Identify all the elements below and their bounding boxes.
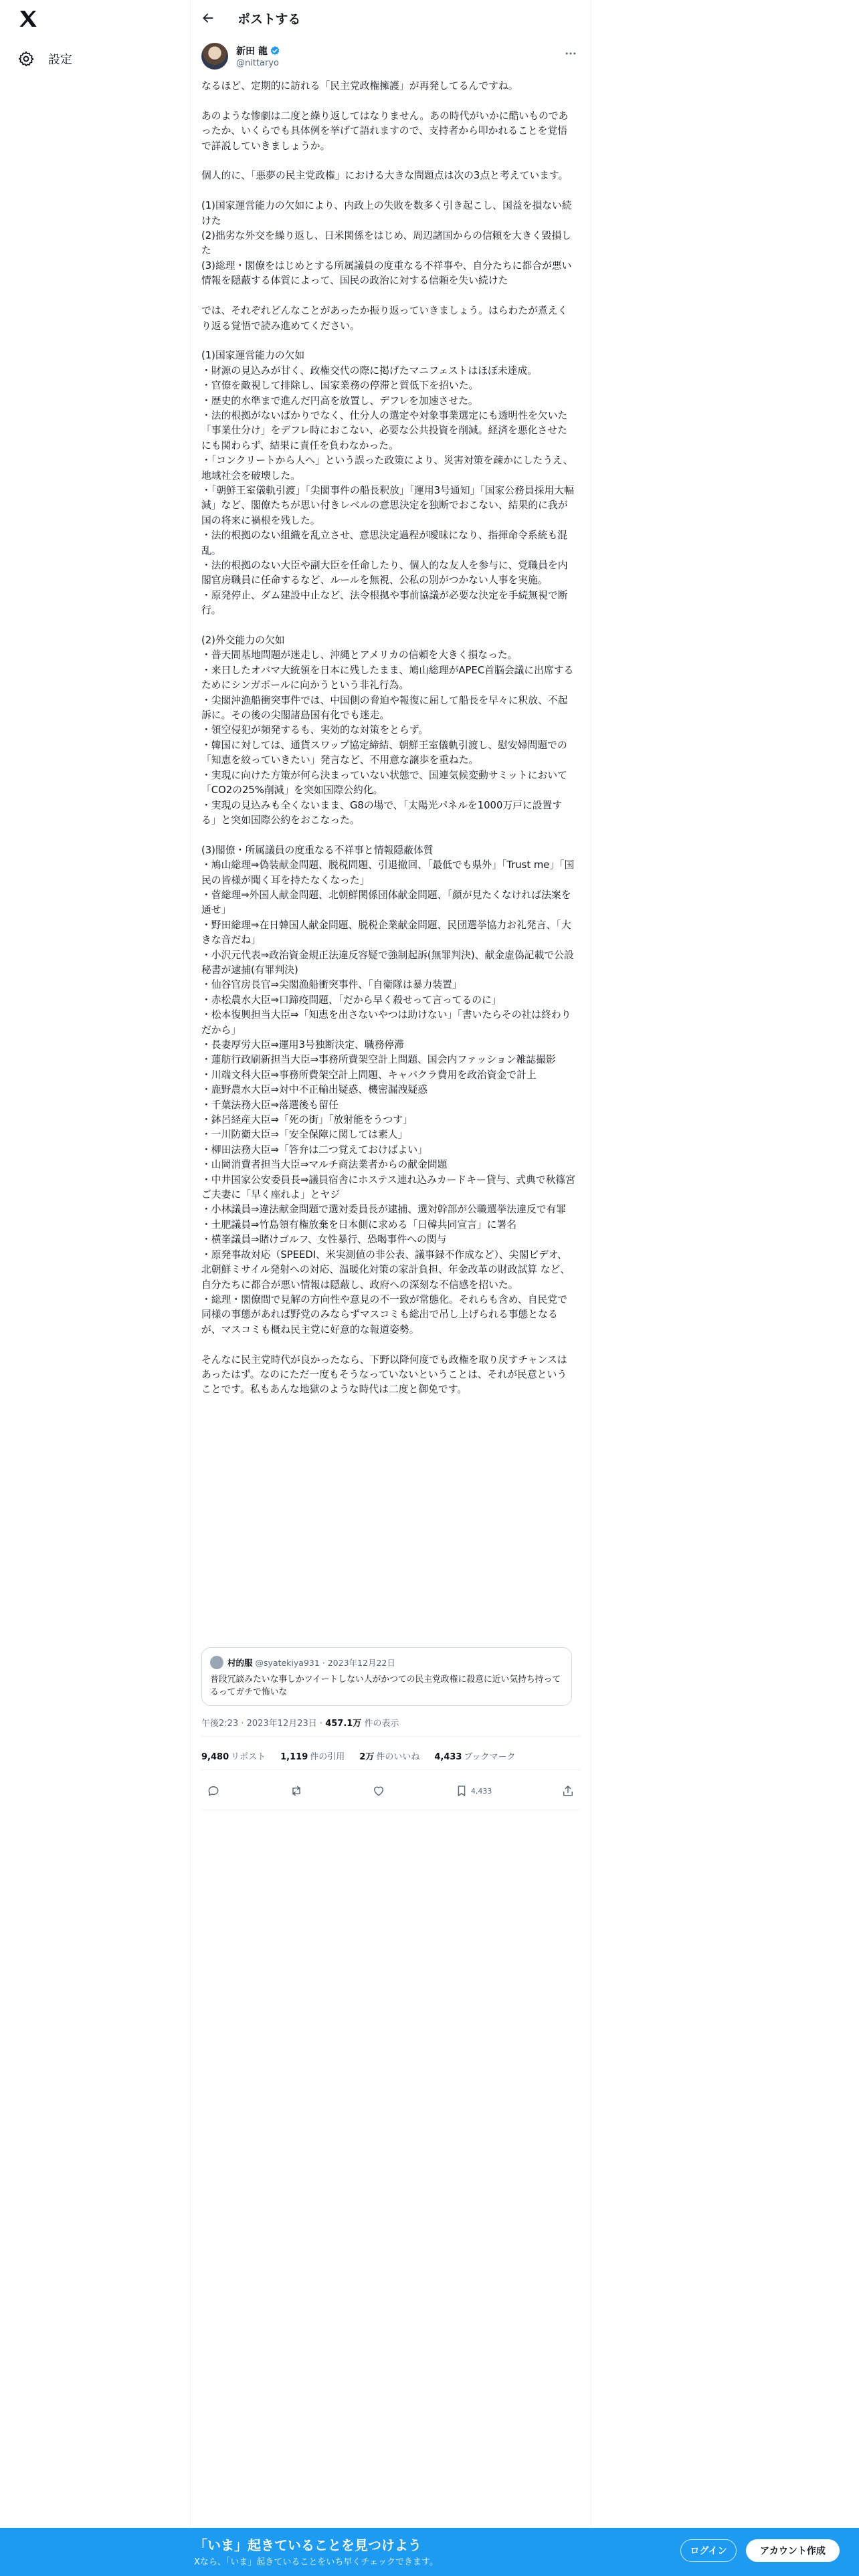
divider: [201, 1769, 580, 1770]
settings-link[interactable]: [17, 47, 72, 71]
bookmark-button[interactable]: [455, 1784, 492, 1798]
quote-count: 1,119: [280, 1752, 308, 1762]
signup-button[interactable]: アカウント作成: [746, 2539, 840, 2562]
quoted-avatar: [210, 1656, 223, 1669]
main-column: [190, 0, 591, 2576]
back-arrow-icon[interactable]: [201, 11, 215, 25]
quote-stat[interactable]: [280, 1749, 345, 1762]
banner-subtitle: Xなら、「いま」起きていることをいち早くチェックできます。: [194, 2557, 438, 2567]
share-icon: [561, 1784, 575, 1798]
more-options-icon[interactable]: [564, 47, 577, 60]
heart-icon: [372, 1784, 385, 1798]
signup-banner: [0, 2528, 859, 2576]
quoted-post-header: [210, 1656, 563, 1669]
quoted-author-name: 村的服: [227, 1658, 253, 1668]
post-meta: [201, 1716, 399, 1729]
meta-separator: ·: [319, 1719, 326, 1729]
bookmark-action-count: 4,433: [470, 1786, 492, 1796]
like-stat[interactable]: [359, 1749, 419, 1762]
bookmark-count: 4,433: [434, 1752, 462, 1762]
repost-label: リポスト: [231, 1752, 266, 1762]
reply-button[interactable]: [207, 1784, 220, 1798]
action-bar: [201, 1779, 580, 1803]
post-date[interactable]: 2023年12月23日: [246, 1719, 317, 1729]
login-button[interactable]: ログイン: [680, 2539, 737, 2562]
view-label: 件の表示: [364, 1719, 399, 1729]
quoted-separator: ·: [319, 1657, 328, 1668]
author-name[interactable]: 新田 龍: [236, 46, 268, 57]
post-author: [201, 40, 580, 72]
bookmark-icon: [455, 1784, 468, 1798]
quote-label: 件の引用: [310, 1752, 345, 1762]
meta-separator: ·: [241, 1719, 247, 1729]
banner-title: 「いま」起きていることを見つけよう: [194, 2537, 421, 2553]
like-label: 件のいいね: [376, 1752, 420, 1762]
post-time[interactable]: 午後2:23: [201, 1719, 239, 1729]
avatar[interactable]: [201, 43, 228, 70]
bookmark-label: ブックマーク: [464, 1752, 516, 1762]
quoted-date: 2023年12月22日: [327, 1658, 395, 1668]
quoted-post-text: 普段冗談みたいな事しかツイートしない人がかつての民主党政権に殺意に近い気持ち持ってるってガチで怖いな: [210, 1675, 561, 1697]
reply-icon: [207, 1784, 220, 1798]
bookmark-stat[interactable]: [434, 1749, 515, 1762]
view-count: 457.1万: [325, 1719, 362, 1729]
like-count: 2万: [359, 1752, 375, 1762]
repost-stat[interactable]: [201, 1749, 266, 1762]
verified-badge-icon: [270, 45, 280, 56]
settings-label: 設定: [48, 53, 72, 67]
author-handle[interactable]: @nittaryo: [236, 58, 280, 68]
like-button[interactable]: [372, 1784, 385, 1798]
repost-count: 9,480: [201, 1752, 229, 1762]
post-text: なるほど、定期的に訪れる「民主党政権擁護」が再発してるんですね。 あのような惨劇は二度と繰り返してはなりません。あの時代がいかに酷いものであったか、いくらでも具体例を挙げて語れますので、支持者から叩かれることを覚悟で詳説していきましょうか。 個人的に、「悪夢の民主党政権」における大きな問題点は次の3点と考えています。 (1)国家運営能力の欠如により、内政上の失敗を数多く引き起こし、国益を損ない続けた (2)拙劣な外交を繰り返し、日米関係をはじめ、周辺諸国からの信頼を大きく毀損した (3)総理・閣僚をはじめとする所属議員の度重なる不祥事や、自分たちに都合が悪い情報を隠蔽する体質によって、国民の政治に対する信頼を失い続けた では、それぞれどんなことがあったか振り返っていきましょう。はらわたが煮えくり返る覚悟で読み進めてください。 (1)国家運営能力の欠如 ・財源の見込みが甘く、政権交代の際に掲げたマニフェストはほぼ未達成。 ・官僚を敵視して排除し、国家業務の停滞と質低下を招いた。 ・歴史的水準まで進んだ円高を放置し、デフレを加速させた。 ・法的根拠がないばかりでなく、仕分人の選定や対象事業選定にも透明性を欠いた「事業仕分け」をデフレ時におこない、必要な公共投資を削減。経済を悪化させたにも関わらず、結果に責任を負わなかった。 ・「コンクリートから人へ」という誤った政策により、災害対策を疎かにしたうえ、地域社会を破壊した。 ・「朝鮮王室儀軌引渡」「尖閣事件の船長釈放」「運用3号通知」「国家公務員採用大幅減」など、閣僚たちが思い付きレベルの意思決定を独断でおこない、結果的に我が国の将来に禍根を残した。 ・法的根拠のない組織を乱立させ、意思決定過程が曖昧になり、指揮命令系統も混乱。 ・法的根拠のない大臣や副大臣を任命したり、個人的な友人を参与に、党職員を内閣官房職員に任命するなど、ルールを無視、公私の別がつかない人事を実施。 ・原発停止、ダム建設中止など、法令根拠や事前協議が必要な決定を手続無視で断行。 (2)外交能力の欠如 ・普天間基地問題が迷走し、沖縄とアメリカの信頼を大きく損なった。 ・来日したオバマ大統領を日本に残したまま、鳩山総理がAPEC首脳会議に出席するためにシンガポールに向かうという非礼行為。 ・尖閣沖漁船衝突事件では、中国側の脅迫や報復に屈して船長を早々に釈放、不起訴に。その後の尖閣諸島国有化でも迷走。 ・領空侵犯が頻発するも、実効的な対策をとらず。 ・韓国に対しては、通貨スワップ協定締結、朝鮮王室儀軌引渡し、慰安婦問題での「知恵を絞っていきたい」発言など、不用意な譲歩を重ねた。 ・実現に向けた方策が何ら決まっていない状態で、国連気候変動サミットにおいて「CO2の25%削減」を突如国際公約化。 ・実現の見込みも全くないまま、G8の場で、「太陽光パネルを1000万戸に設置する」と突如国際公約をおこなった。 (3)閣僚・所属議員の度重なる不祥事と情報隠蔽体質 ・鳩山総理⇒偽装献金問題、脱税問題、引退撤回、「最低でも県外」「Trust me」「国民の皆様が聞く耳を持たなくなった」 ・菅総理⇒外国人献金問題、北朝鮮関係団体献金問題、「顔が見たくなければ法案を通せ」 ・野田総理⇒在日韓国人献金問題、脱税企業献金問題、民団選挙協力お礼発言、「大きな音だね」 ・小沢元代表⇒政治資金規正法違反容疑で強制起訴(無罪判決)、献金虚偽記載で公設秘書が逮捕(有罪判決) ・仙谷官房長官⇒尖閣漁船衝突事件、「自衛隊は暴力装置」 ・赤松農水大臣⇒口蹄疫問題、「だから早く殺せって言ってるのに」 ・松本復興担当大臣⇒「知恵を出さないやつは助けない」「書いたらその社は終わりだから」 ・長妻厚労大臣⇒運用3号独断決定、職務停滞 ・蓮舫行政刷新担当大臣⇒事務所費架空計上問題、国会内ファッション雑誌撮影 ・川端文科大臣⇒事務所費架空計上問題、キャバクラ費用を政治資金で計上 ・鹿野農水大臣⇒対中不正輸出疑惑、機密漏洩疑惑 ・千葉法務大臣⇒落選後も留任 ・鉢呂経産大臣⇒「死の街」「放射能をうつす」 ・一川防衛大臣⇒「安全保障に関しては素人」 ・柳田法務大臣⇒「答弁は二つ覚えておけばよい」 ・山岡消費者担当大臣⇒マルチ商法業者からの献金問題 ・中井国家公安委員長⇒議員宿舎にホステス連れ込みカードキー貸与、式典で秋篠宮ご夫妻に「早く座れよ」とヤジ ・小林議員⇒違法献金問題で選対委員長が逮捕、選対幹部が公職選挙法違反で有罪 ・土肥議員⇒竹島領有権放棄を日本側に求める「日韓共同宣言」に署名 ・横峯議員⇒賭けゴルフ、女性暴行、恐喝事件への関与 ・原発事故対応（SPEEDI、米実測値の非公表、議事録不作成など）、尖閣ビデオ、北朝鮮ミサイル発射への対応、温暖化対策の家計負担、年金改革の財政試算 など、自分たちに都合が悪い情報は隠蔽し、政府への深刻な不信感を招いた。 ・総理・閣僚間で見解の方向性や意見の不一致が常態化。それらも含め、自民党で同様の事態があれば野党のみならずマスコミも総出で吊し上げられる事態となるが、マスコミも概ね民主党に好意的な報道姿勢。 そんなに民主党時代が良かったなら、下野以降何度でも政権を取り戻すチャンスはあったはず。なのにただ一度もそうなっていないということは、それが民意ということです。私もあんな地獄のような時代は二度と御免です。: [201, 80, 575, 1396]
quoted-post[interactable]: [201, 1647, 572, 1706]
quoted-author-handle: @syatekiya931: [255, 1657, 320, 1668]
author-name-row: [236, 44, 280, 58]
gear-icon: [17, 50, 35, 68]
repost-icon: [290, 1784, 303, 1798]
share-button[interactable]: [561, 1784, 575, 1798]
repost-button[interactable]: [290, 1784, 303, 1798]
header: [191, 0, 591, 36]
divider: [201, 1736, 580, 1737]
left-nav: [0, 0, 190, 2576]
page-title: ポストする: [237, 11, 301, 27]
engagement-stats: [201, 1749, 516, 1762]
x-logo-icon[interactable]: [17, 8, 39, 29]
